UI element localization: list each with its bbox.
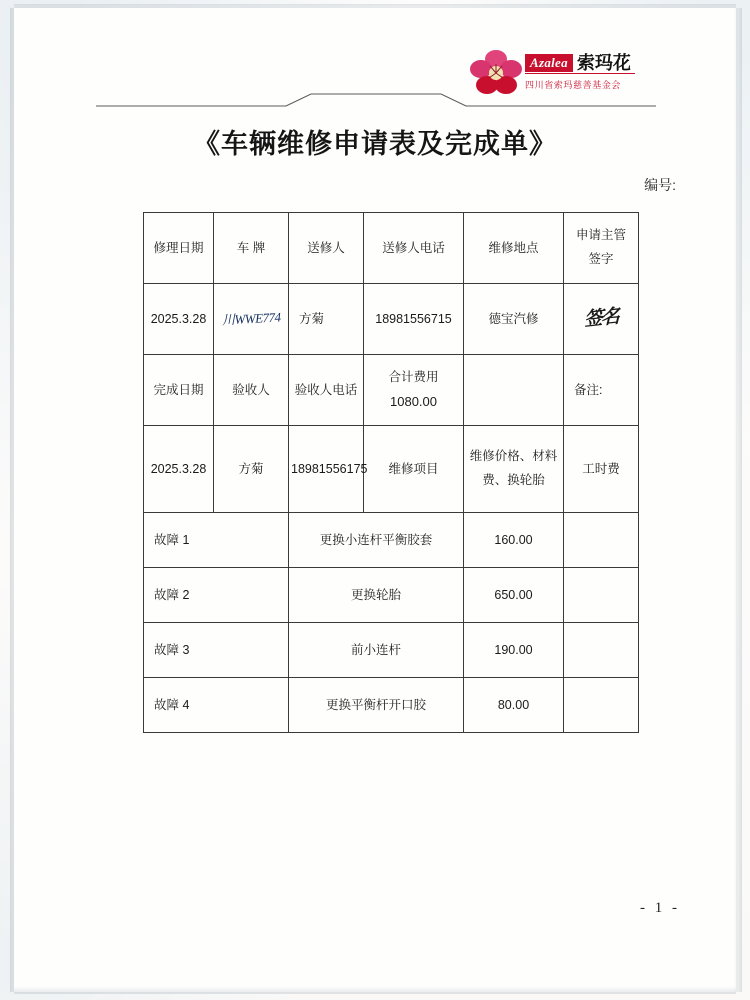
td-total-fee: [364, 355, 464, 426]
table-data-row-2: [144, 426, 639, 513]
td-repair-date: 2025.3.28: [144, 284, 214, 355]
table-header-row-2: [144, 355, 639, 426]
td-fault-item: 更换小连杆平衡胶套: [289, 513, 464, 568]
table-row: [144, 623, 639, 678]
th-remark: 备注:: [564, 355, 639, 426]
td-fault-label: 故障 3: [144, 623, 289, 678]
page-title: 《车辆维修申请表及完成单》: [193, 129, 557, 159]
logo-divider: [525, 73, 635, 74]
price-label-line2: 费、换轮胎: [482, 473, 545, 487]
page-edge-shadow-bottom: [14, 986, 736, 994]
td-acceptor: 方菊: [214, 426, 289, 513]
td-fault-labor: [564, 678, 639, 733]
td-fault-price: 160.00: [464, 513, 564, 568]
td-fault-item: 更换平衡杆开口胶: [289, 678, 464, 733]
td-fault-labor: [564, 568, 639, 623]
td-acceptor-phone: 18981556175: [289, 426, 364, 513]
td-fault-labor: [564, 513, 639, 568]
page-number: - 1 -: [640, 900, 680, 916]
th-repair-location: 维修地点: [464, 213, 564, 284]
td-fault-label: 故障 2: [144, 568, 289, 623]
th-sender-phone: 送修人电话: [364, 213, 464, 284]
th-acceptor-phone: 验收人电话: [289, 355, 364, 426]
table-header-row-1: [144, 213, 639, 284]
td-sender: 方菊: [289, 284, 364, 355]
price-label-line1: 维修价格、材料: [469, 449, 558, 464]
td-fault-label: 故障 4: [144, 678, 289, 733]
th-supervisor-signature-line1: 申请主管: [575, 228, 626, 243]
td-price-label: [464, 426, 564, 513]
logo-text-block: [525, 50, 635, 91]
td-plate-number: [214, 284, 289, 355]
td-fault-label: 故障 1: [144, 513, 289, 568]
total-fee-label: 合计费用: [388, 369, 439, 384]
td-fault-price: 190.00: [464, 623, 564, 678]
logo-brand-en: Azalea: [525, 54, 573, 72]
td-labor-label: 工时费: [564, 426, 639, 513]
th-plate-number: 车 牌: [214, 213, 289, 284]
td-fault-price: 80.00: [464, 678, 564, 733]
vehicle-repair-table: [143, 212, 639, 733]
td-repair-location: 德宝汽修: [464, 284, 564, 355]
azalea-flower-icon: [470, 48, 522, 96]
table-row: [144, 678, 639, 733]
header-banner-decoration: [96, 92, 656, 108]
total-fee-value: 1080.00: [390, 393, 437, 409]
td-fault-item: 更换轮胎: [289, 568, 464, 623]
th-repair-date: 修理日期: [144, 213, 214, 284]
td-sender-phone: 18981556715: [364, 284, 464, 355]
td-supervisor-signature: [564, 284, 639, 355]
td-complete-date: 2025.3.28: [144, 426, 214, 513]
signature-handwriting: 签名: [584, 305, 618, 331]
th-supervisor-signature-line2: 签字: [588, 252, 614, 266]
td-empty-cell: [464, 355, 564, 426]
td-fault-price: 650.00: [464, 568, 564, 623]
document-number-label: 编号:: [644, 177, 676, 193]
table-data-row-1: [144, 284, 639, 355]
th-supervisor-signature: [564, 213, 639, 284]
td-item-label: 维修项目: [364, 426, 464, 513]
logo-brand-cn: 索玛花: [576, 52, 631, 73]
table-row: [144, 513, 639, 568]
th-acceptor: 验收人: [214, 355, 289, 426]
th-complete-date: 完成日期: [144, 355, 214, 426]
th-sender: 送修人: [289, 213, 364, 284]
plate-handwriting: 川WWE774: [221, 309, 281, 328]
logo-subtitle: 四川省索玛慈善基金会: [525, 80, 622, 90]
td-fault-item: 前小连杆: [289, 623, 464, 678]
table-row: [144, 568, 639, 623]
td-fault-labor: [564, 623, 639, 678]
